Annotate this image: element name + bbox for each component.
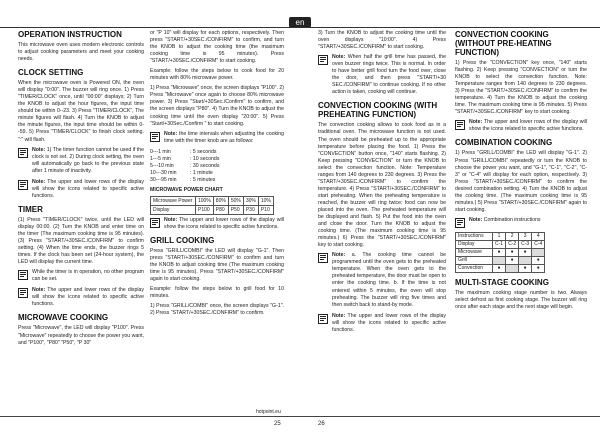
table-cell: Microwave Power [151,196,196,205]
section-title-multistage: MULTI-STAGE COOKING [455,277,549,287]
table-cell: Display [151,205,196,214]
table-cell: 30% [243,196,258,205]
table-cell: Display [456,240,493,248]
timer-text: (1) Press "TIMER/CLOCK" twice, until the LED will display 00:00. (2) Turn the KNOB and enter time on the timer (The maximum cooking time is 95 minutes). (3) Press "START/+30SEC./CONFIRM" to confirm setting. (4) When the time ends, the buzzer rings 5 times. If the clock has been set (24-hour system), the LED will display the current time. [18,216,144,266]
grill-steps-cont: 3) Turn the KNOB to adjust the cooking time until the oven displays "10:00". 4) Press "START/+30SEC./CONFIRM" to start cooking. [318,30,446,51]
table-row [456,248,545,256]
table-cell: Grill [456,256,493,264]
table-row [456,232,545,240]
note-text: 1) The timer function cannot be used if the clock is not set. 2) During clock setting, the oven will automatically go back to the previous state after 1 minute of inactivity. [32,146,144,174]
note-icon [18,270,28,280]
column-2 [150,30,284,321]
table-cell: P80 [213,205,228,214]
interval-step: : 30 seconds [190,162,220,169]
section-title-operation: OPERATION INSTRUCTION [18,30,122,39]
grill-steps: 1) Press "GRILL/COMBI" once, the screen displays "G-1". 2) Press "START/+30SEC./CONFIRM" to confirm. [150,303,284,317]
interval-row [150,163,284,170]
microwave-text-cont: or "P 10" will display for each options, respectively. Then press "START/+30SEC./CONFIRM" to confirm, and turn the KNOB to adjust the cooking time (the maximum cooking time is 95 minutes). Press "START/+30SEC./CONFIRM" to start cooking. [150,30,284,65]
microwave-text: Press "Microwave", the LED will display "P100". Press "Microwave" repeatedly to choose the power you want, and "P100", "P80" "P50", "P 30" [18,325,144,346]
section-title-convection-preheat: CONVECTION COOKING (WITH PREHEATING FUNCTION) [318,101,438,120]
table-cell: 2 [506,232,519,240]
note-icon [455,218,465,228]
note-text: When half the grill time has passed, the oven buzzer rings twice. This is normal. In order to have better grill food turn the food over, close the door, and then press "START/+30 SEC./CONFIRM" to continue cooking. If no other action is taken, cooking will continue. [332,54,446,96]
note-label: Note: [32,287,46,294]
table-cell: ● [493,264,506,272]
note-text: The upper and lower rows of the display will show the icons related to specific active functions. [32,287,144,308]
note-convection [318,252,446,308]
table-cell: ● [519,248,532,256]
note-clock [18,147,144,175]
table-cell: 4 [532,232,545,240]
interval-row [150,170,284,177]
note-text: While the timer is in operation, no other program can be set. [32,269,144,283]
table-cell: 100% [196,196,214,205]
note-grill [318,54,446,96]
section-title-grill: GRILL COOKING [150,236,215,246]
table-cell: ● [532,264,545,272]
note-text: Combination instructions [483,216,541,223]
note-icon [318,314,328,324]
note-display-2 [18,287,144,308]
header-divider [0,27,600,28]
intro-text: This microwave oven uses modern electronic controls to adjust cooking parameters and meet your cooking needs. [18,42,144,63]
table-cell: 3 [519,232,532,240]
interval-range: 1---5 min [150,155,171,162]
table-cell: 50% [228,196,243,205]
clock-text: When the microwave oven is Powered ON, the oven will display "0:00". The buzzer will ring once. 1) Press "TIMER/CLOCK" once, until "00:00" displays; 2) Turn the KNOB to adjust the hour figures, the input time should be within 0--23. 3) Press "TIMER/CLOCK", The minute figures will flash. 4) Turn the KNOB to adjust the minute figures, the input time should be within 0--59. 5) Press "TIMER/CLOCK" to finish clock setting. ":" will flash. [18,80,144,143]
note-label: Note: [332,312,346,319]
note-text: a. The cooking time cannot be programmed until the oven gets to the preheated temperature. When the oven gets to the preheated temperature, the door must be open to enter the cooking time. b. If the time is not entered within 5 minutes, the oven will stop preheating. The buzzer will ring five times and then switch back to stand-by mode. [332,252,446,308]
table-cell: 1 [493,232,506,240]
table-cell [519,256,532,264]
power-chart-title: MICROWAVE POWER CHART [150,186,223,193]
section-title-clock: CLOCK SETTING [18,68,84,78]
note-display-4 [318,313,446,334]
note-text: The upper and lower rows of the display will show the icons related to specific active functions. [32,178,144,199]
note-text: The upper and lower rows of the display will show the icons related to specific active functions. [332,312,446,333]
table-cell [532,248,545,256]
multistage-text: The maximum cooking stage number is two. Always select defrost as first cooking stage. The buzzer will ring once after each stage and the next stage will begin. [455,289,587,310]
grill-text: Press "GRILL/COMBI" the LED will display "G-1". Then press "START/+30SEC./CONFIRM" to confirm and turn the KNOB to adjust cooking time (The maximum cooking time is 95 minutes). Press "START/+30SEC./CONFIRM" again to start cooking. [150,248,284,283]
table-cell: C-4 [532,240,545,248]
table-cell: P50 [228,205,243,214]
convection-text: The convection cooking allows to cook food as in a traditional oven. The microwave function is not used. The oven should be preheated up to the appropriate temperature before placing the food. 1) Press the "CONVECTION" button once, "140" starts flashing. 2) Keep pressing "CONVECTION" or turn the KNOB to select the convection function. Note: Temperature ranges from 140 degrees to 230 degrees. 3) Press the "START/+30SEC./CONFIRM" to confirm the temperature. 4) Press "START/+30SEC./CONFIRM" to start preheating. When the preheating temperature is reached, the buzzer will ring twice; food can now be placed into the oven. The preheated temperature will be displayed and flash. 5) Put the food into the oven and close the door. Turn the KNOB to adjust the cooking time. (The maximum cooking time is 95 minutes.) 6) Press the "START/+30SEC./CONFIRM" key to start cooking. [318,122,446,249]
combination-table [455,232,545,273]
note-label: Note: [32,146,46,153]
table-cell: P10 [258,205,273,214]
note-display-5 [455,119,587,133]
convection2-text: 1) Press the "CONVECTION" key once, "140" starts flashing. 2) Keep pressing "CONVECTION" or turn the KNOB to select the convection function. Note: Temperature ranges from 140 degrees to 230 degrees. 3) Press the "START/+30SEC./CONFIRM" to confirm the temperature. 4) Turn the KNOB to adjust the cooking time. The maximum cooking time is 95 minutes. 5) Press "START/+30SEC./CONFIRM" key to start cooking. [455,60,587,116]
table-cell: Microwave [456,248,493,256]
column-3 [318,30,446,338]
example-text: Example: follow the steps below to cook food for 20 minutes with 80% microwave power. [150,68,284,82]
interval-row [150,156,284,163]
section-title-microwave: MICROWAVE COOKING [18,313,109,323]
note-icon [18,180,28,190]
section-title-combination: COMBINATION COOKING [455,138,553,148]
table-cell: P30 [243,205,258,214]
interval-step: : 1 minute [190,169,213,176]
table-row [456,240,545,248]
note-text: The upper and lower rows of the display will show the icons related to specific active functions. [469,119,587,133]
table-cell: C-3 [519,240,532,248]
interval-step: : 5 seconds [190,148,217,155]
power-chart-table [150,196,274,215]
table-cell: C-1 [493,240,506,248]
table-row [456,264,545,272]
note-label: Note: [469,119,483,126]
table-cell: P100 [196,205,214,214]
table-cell: ● [519,264,532,272]
note-label: Note: [32,178,46,185]
interval-list [150,149,284,184]
note-display-3 [150,217,284,231]
table-cell: 10% [258,196,273,205]
interval-range: 10---30 min [150,169,177,176]
language-badge: en [289,17,311,28]
note-icon [318,55,328,65]
table-row [151,205,274,214]
example-steps: 1) Press "Microwave" once, the screen displays "P100". 2) Press "Microwave" once again to choose 80% microwave power. 3) Press "Start/+30Sec./Confirm" to confirm, and the screen displays "P80". 4) Turn the KNOB to adjust the cooking time until the oven display "20:00". 5) Press "Start/+30Sec./Confirm " to start cooking. [150,85,284,127]
note-label: Note: [332,252,346,259]
note-text: the time intervals when adjusting the cooking time with the timer knob are as follows: [164,130,284,144]
interval-range: 5---10 min [150,162,174,169]
note-icon [318,253,328,263]
table-cell: ● [506,248,519,256]
table-row [456,256,545,264]
grill-example: Example: follow the steps below to grill food for 10 minutes. [150,286,284,300]
table-cell [506,264,519,272]
column-1 [18,30,144,350]
table-cell: ● [506,256,519,264]
interval-step: : 5 minutes [190,176,216,183]
note-timer [18,269,144,283]
table-row [151,196,274,205]
combination-text: 1) Press "GRILL/COMBI" the LED will display "G-1". 2) Press "GRILL/COMBI" repeatedly or turn the KNOB to choose the power you want, and "G-1", "C-1", "C-2", "C-3" or "C-4" will display for each option, respectively. 3) Press "START/+30SEC./CONFIRM" to confirm the desired combination setting. 4) Turn the KNOB to adjust the cooking time. (The maximum cooking time is 95 minutes.) 5) Press "START/+30SEC./CONFIRM" again to start cooking. [455,150,587,213]
page-number-left: 25 [274,421,281,427]
note-label: Note: [469,216,483,223]
note-intervals [150,131,284,145]
note-combination [455,217,587,228]
table-cell: ● [493,248,506,256]
footer-divider [0,416,600,417]
note-display-1 [18,179,144,200]
note-label: Note: [332,54,346,61]
brand-url: hotpoint.eu [256,409,281,415]
interval-range: 30---95 min [150,176,177,183]
note-label: Note: [164,130,178,137]
page-number-right: 26 [318,421,325,427]
interval-row [150,149,284,156]
column-4 [455,30,587,314]
note-icon [150,218,160,228]
table-cell: 80% [213,196,228,205]
interval-range: 0---1 min [150,148,171,155]
table-cell [493,256,506,264]
note-icon [150,132,160,142]
note-icon [455,120,465,130]
interval-step: : 10 seconds [190,155,220,162]
table-cell: C-2 [506,240,519,248]
note-icon [18,288,28,298]
section-title-convection-no-preheat: CONVECTION COOKING (WITHOUT PRE-HEATING FUNCTION) [455,30,552,57]
note-label: Note: [164,216,178,223]
interval-row [150,177,284,184]
table-cell: Convection [456,264,493,272]
section-title-timer: TIMER [18,204,43,214]
table-cell: Instructions [456,232,493,240]
table-cell: ● [532,256,545,264]
note-text: The upper and lower rows of the display will show the icons related to specific active functions. [164,216,284,231]
note-icon [18,148,28,158]
